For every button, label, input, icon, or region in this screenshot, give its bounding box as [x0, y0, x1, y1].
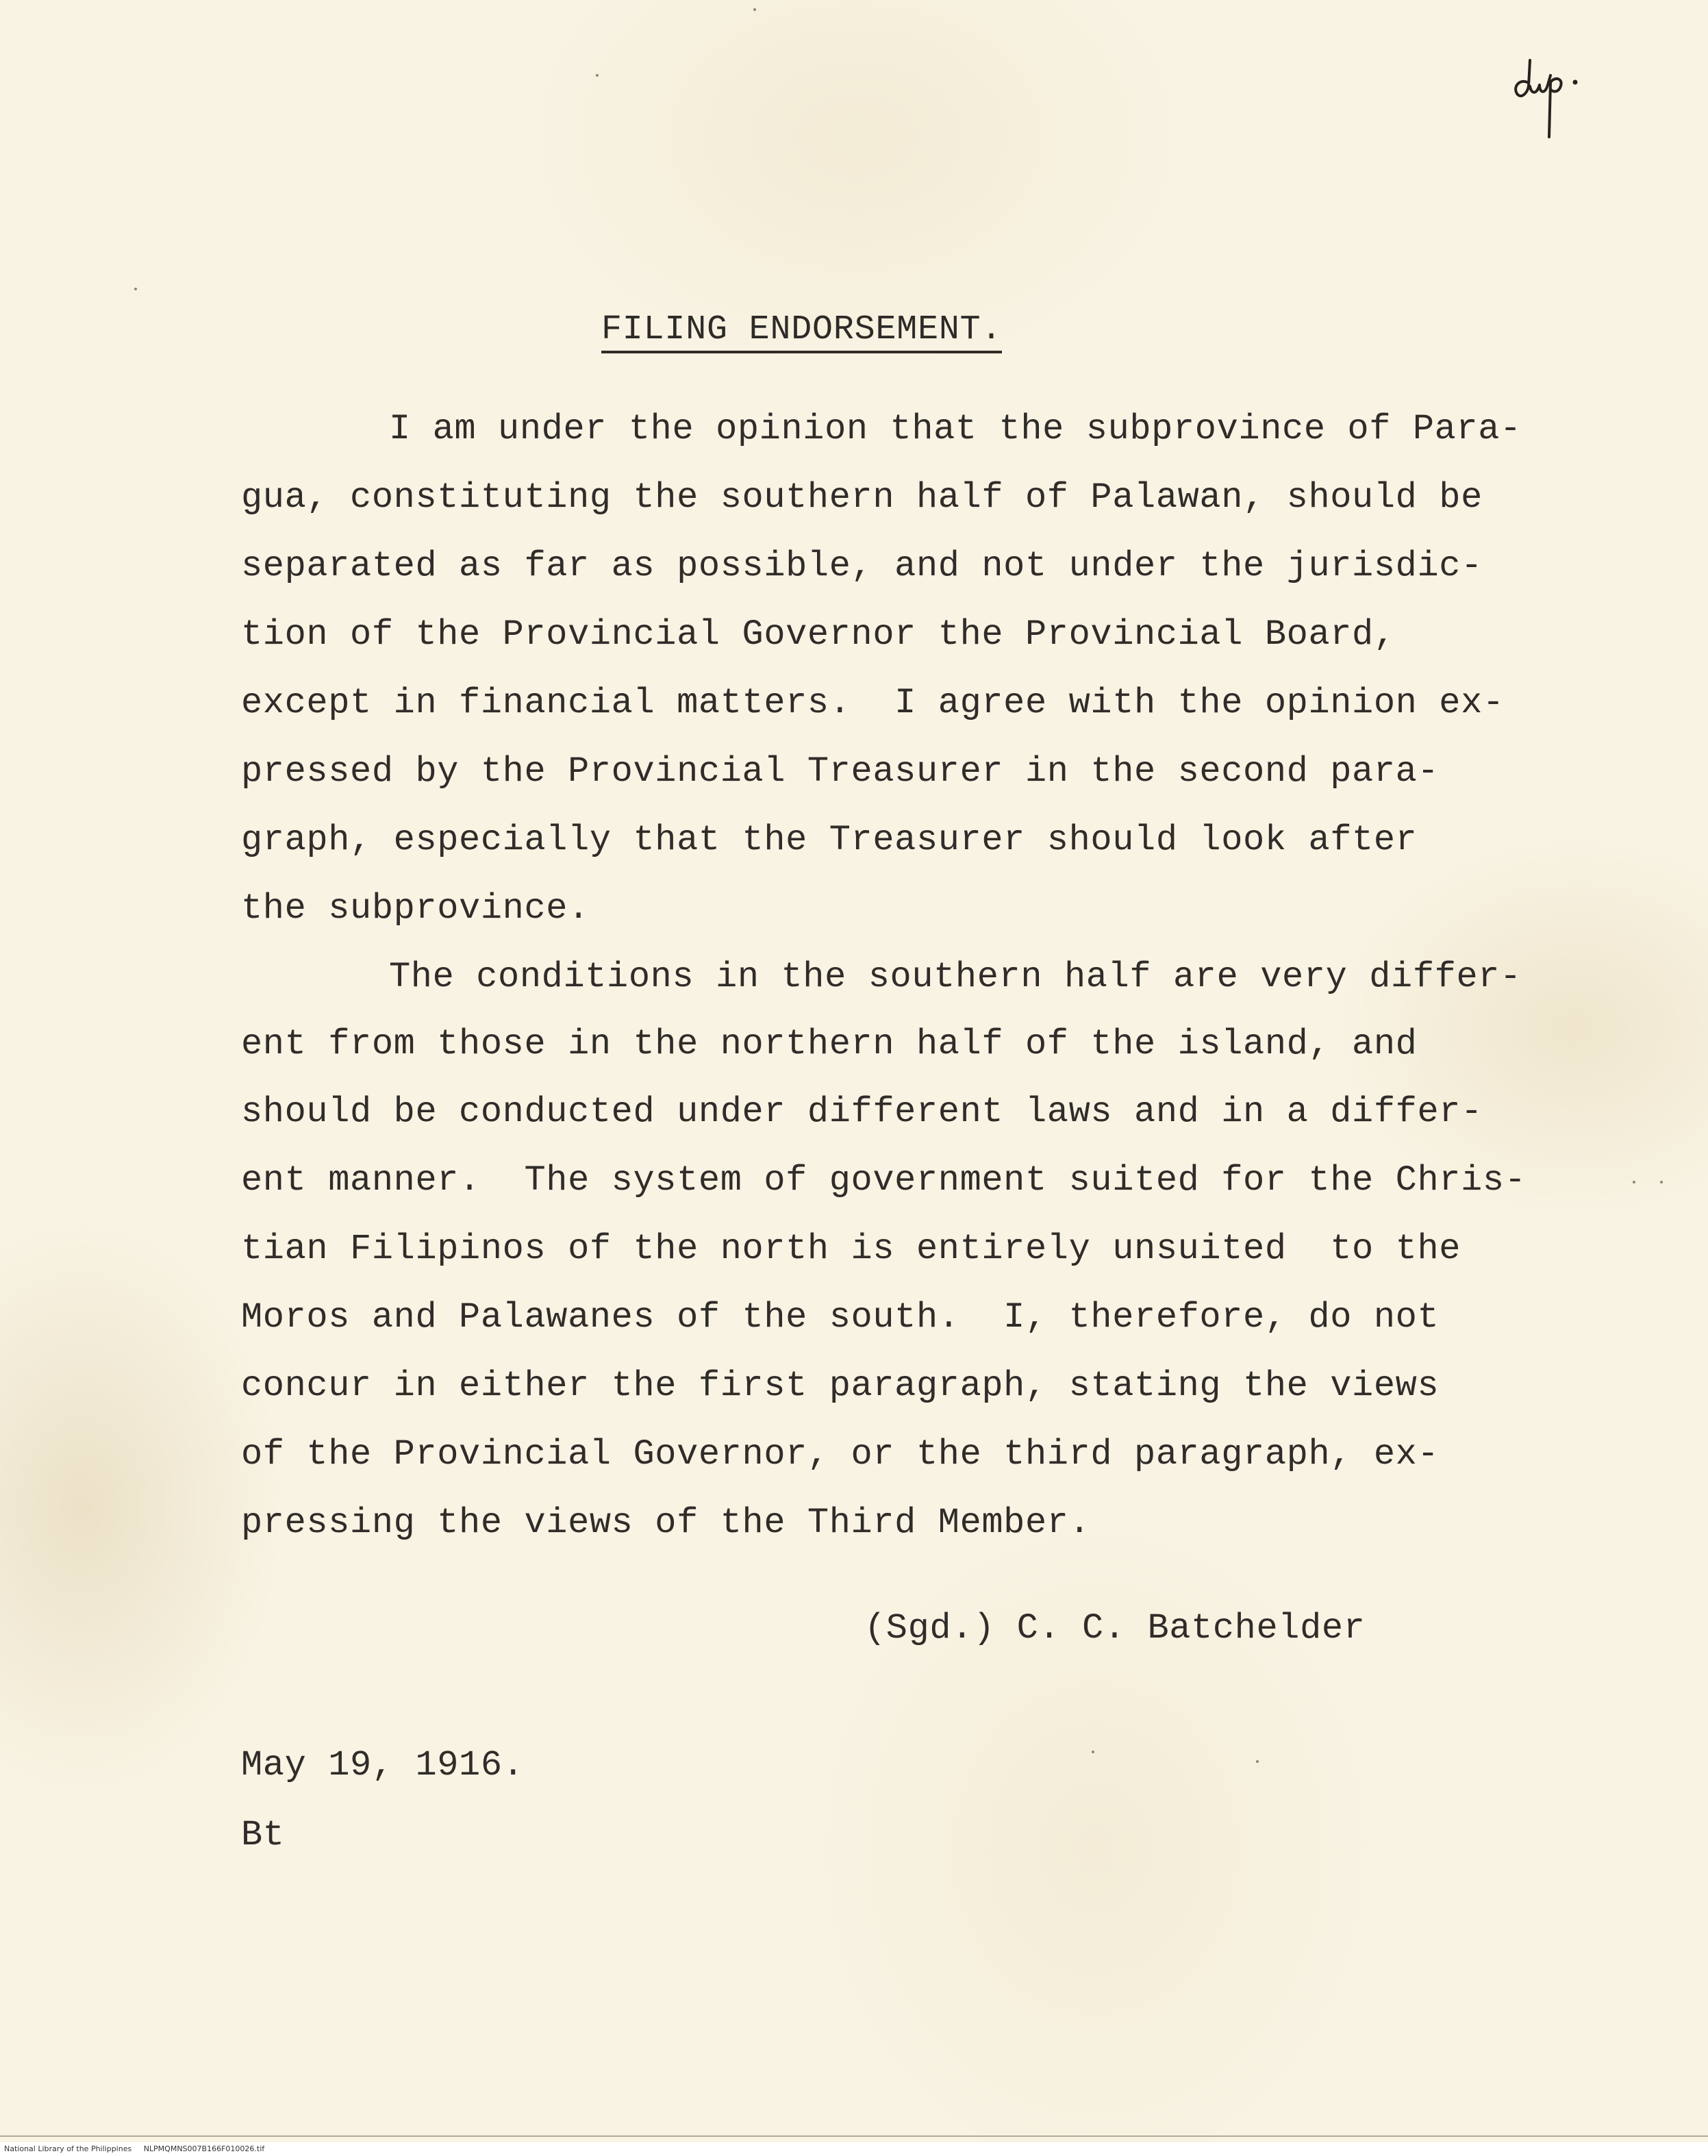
paper-speck [1256, 1760, 1259, 1763]
document-date: May 19, 1916. [241, 1745, 525, 1785]
paragraph-2-line-8: of the Provincial Governor, or the third paragraph, ex- [241, 1434, 1440, 1475]
paragraph-2-line-4: ent manner. The system of government suited for the Chris- [241, 1160, 1527, 1201]
paragraph-1-line-3: separated as far as possible, and not under the jurisdic- [241, 546, 1483, 586]
paragraph-1-line-6: pressed by the Provincial Treasurer in the second para- [241, 751, 1440, 792]
paper-speck [1660, 1181, 1663, 1183]
paper-speck [1633, 1181, 1635, 1183]
paragraph-1-line-8: the subprovince. [241, 888, 590, 929]
paragraph-1-line-7: graph, especially that the Treasurer should look after [241, 820, 1418, 860]
paragraph-2-line-6: Moros and Palawanes of the south. I, therefore, do not [241, 1297, 1440, 1338]
paragraph-1-line-5: except in financial matters. I agree with the opinion ex- [241, 683, 1505, 723]
signature: (Sgd.) C. C. Batchelder [864, 1608, 1366, 1649]
paragraph-1-line-4: tion of the Provincial Governor the Provincial Board, [241, 614, 1396, 655]
paragraph-2-line-3: should be conducted under different laws and in a differ- [241, 1092, 1483, 1132]
paper-speck [753, 8, 756, 11]
paragraph-2-line-2: ent from those in the northern half of the island, and [241, 1024, 1418, 1064]
typist-initials: Bt [241, 1815, 285, 1855]
paragraph-1-line-1: I am under the opinion that the subprovince of Para- [389, 409, 1522, 449]
paper-speck [134, 288, 137, 290]
paragraph-2-line-9: pressing the views of the Third Member. [241, 1503, 1091, 1543]
paragraph-2-line-5: tian Filipinos of the north is entirely unsuited to the [241, 1229, 1461, 1269]
paragraph-2-line-7: concur in either the first paragraph, stating the views [241, 1366, 1440, 1406]
archive-caption: National Library of the Philippines NLPMQMNS007B166F010026.tif [4, 2144, 265, 2153]
handwritten-note [1507, 55, 1603, 144]
handwritten-dup-mark [1507, 55, 1603, 144]
paragraph-2-line-1: The conditions in the southern half are very differ- [389, 957, 1522, 997]
paper-speck [1092, 1751, 1094, 1753]
scan-edge-line [0, 2135, 1708, 2137]
paragraph-1-line-2: gua, constituting the southern half of Palawan, should be [241, 477, 1483, 518]
document-title: FILING ENDORSEMENT. [601, 310, 1002, 353]
paper-speck [596, 74, 599, 77]
